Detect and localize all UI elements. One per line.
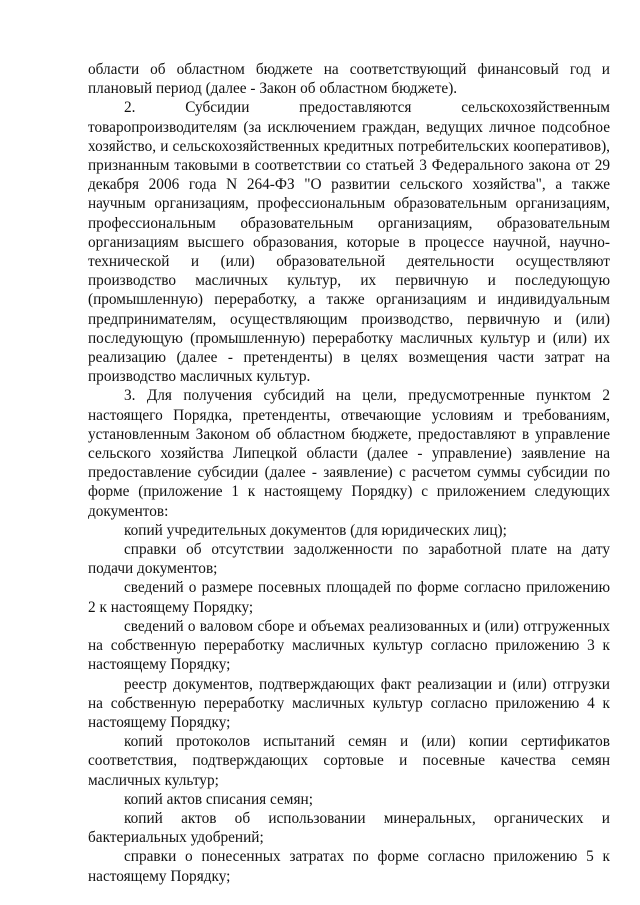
list-item-no-wage-debt-certificate: справки об отсутствии задолженности по заработной плате на дату подачи документов; <box>88 541 610 578</box>
list-item-sown-area-info: сведений о размере посевных площадей по форме согласно приложению 2 к настоящему Порядку; <box>88 579 610 616</box>
list-item-gross-harvest-info: сведений о валовом сборе и объемах реализованных и (или) отгруженных на собственную переработку масличных культур согласно приложению 3 к настоящему Порядку; <box>88 617 610 674</box>
document-page <box>88 60 610 886</box>
list-item-seed-test-protocols: копий протоколов испытаний семян и (или) копии сертификатов соответствия, подтверждающих сортовые и посевные качества семян масличных культур; <box>88 733 610 789</box>
list-item-costs-certificate: справки о понесенных затратах по форме согласно приложению 5 к настоящему Порядку; <box>88 848 610 885</box>
list-item-documents-register: реестр документов, подтверждающих факт реализации и (или) отгрузки на собственную переработку масличных культур согласно приложению 4 к настоящему Порядку; <box>88 675 610 731</box>
paragraph-item-2-subsidy-recipients: 2. Субсидии предоставляются сельскохозяйственным товаропроизводителям (за исключением граждан, ведущих личное подсобное хозяйство, и сельскохозяйственных кредитных потребительских кооперативов), признанным таковыми в соответствии со статьей 3 Федерального закона от 29 декабря 2006 года N 264-ФЗ "О развитии сельского хозяйства", а также научным организациям, профессиональным образовательным организациям, профессиональным образовательным организациям, образовательным организациям высшего образования, которые в процессе научной, научно-технической и (или) образовательной деятельности осуществляют производство масличных культур, их первичную и последующую (промышленную) переработку, а также организациям и индивидуальным предпринимателям, осуществляющим производство, первичную и (или) последующую (промышленную) переработку масличных культур и (или) их реализацию (далее - претенденты) в целях возмещения части затрат на производство масличных культур. <box>88 99 610 386</box>
list-item-founding-documents: копий учредительных документов (для юридических лиц); <box>124 521 507 539</box>
paragraph-budget-law-continuation: области об областном бюджете на соответствующий финансовый год и плановый период (далее - Закон об областном бюджете). <box>88 61 610 98</box>
list-item-fertilizer-acts: копий актов об использовании минеральных, органических и бактериальных удобрений; <box>88 809 610 847</box>
paragraph-item-3-application-requirements: 3. Для получения субсидий на цели, предусмотренные пунктом 2 настоящего Порядка, претенденты, отвечающие условиям и требованиям, установленным Законом об областном бюджете, предоставляют в управление сельского хозяйства Липецкой области (далее - управление) заявление на предоставление субсидии (далее - заявление) с расчетом суммы субсидии по форме (приложение 1 к настоящему Порядку) с приложением следующих документов: <box>88 387 610 520</box>
list-item-seed-writeoff-acts: копий актов списания семян; <box>124 790 313 808</box>
